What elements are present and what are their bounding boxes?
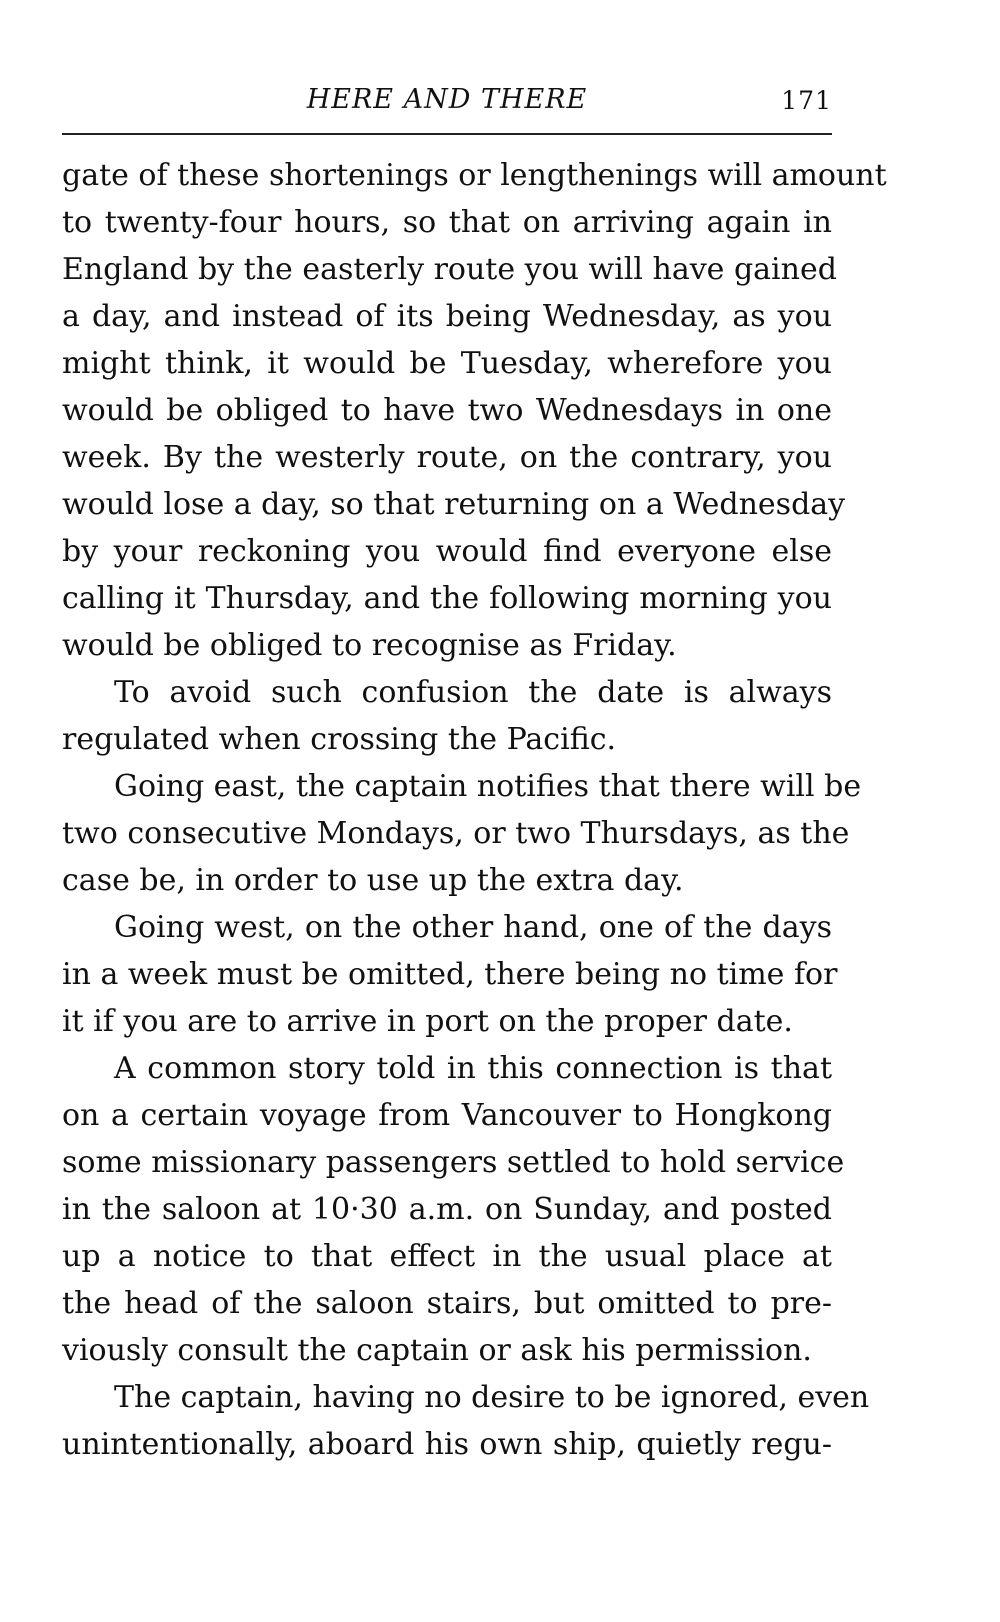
text-line: Going west, on the other hand, one of the days <box>114 910 832 945</box>
text-line: in a week must be omitted, there being no time for <box>62 957 838 992</box>
text-line: week. By the westerly route, on the contrary, you <box>62 440 832 475</box>
page-number: 171 <box>781 86 832 115</box>
text-line: the head of the saloon stairs, but omitted to pre- <box>62 1286 832 1321</box>
text-line: it if you are to arrive in port on the proper date. <box>62 1004 793 1039</box>
text-line: up a notice to that effect in the usual place at <box>62 1239 832 1274</box>
text-line: would lose a day, so that returning on a Wednesday <box>62 487 846 522</box>
text-line: Going east, the captain notifies that there will be <box>114 769 862 804</box>
text-line: The captain, having no desire to be ignored, even <box>114 1380 870 1415</box>
header-rule <box>62 133 832 135</box>
text-line: England by the easterly route you will have gained <box>62 252 837 287</box>
text-line: would be obliged to have two Wednesdays in one <box>62 393 832 428</box>
text-line: some missionary passengers settled to hold service <box>62 1145 845 1180</box>
running-head-title: HERE AND THERE <box>306 84 588 115</box>
text-line: regulated when crossing the Pacific. <box>62 722 617 757</box>
text-line: might think, it would be Tuesday, wherefore you <box>62 346 832 381</box>
body-text <box>62 152 887 1468</box>
text-line: case be, in order to use up the extra day. <box>62 863 684 898</box>
text-line: gate of these shortenings or lengthenings will amount <box>62 158 887 193</box>
text-line: on a certain voyage from Vancouver to Hongkong <box>62 1098 832 1133</box>
text-line: To avoid such confusion the date is always <box>114 675 832 710</box>
text-line: viously consult the captain or ask his permission. <box>62 1333 812 1368</box>
text-line: unintentionally, aboard his own ship, quietly regu- <box>62 1427 832 1462</box>
text-line: calling it Thursday, and the following morning you <box>62 581 832 616</box>
text-line: A common story told in this connection is that <box>114 1051 832 1086</box>
running-head <box>62 84 832 124</box>
text-line: a day, and instead of its being Wednesday, as you <box>62 299 832 334</box>
text-line: in the saloon at 10·30 a.m. on Sunday, and posted <box>62 1192 832 1227</box>
text-line: by your reckoning you would find everyone else <box>62 534 832 569</box>
text-line: would be obliged to recognise as Friday. <box>62 628 677 663</box>
text-line: to twenty-four hours, so that on arriving again in <box>62 205 832 240</box>
text-line: two consecutive Mondays, or two Thursdays, as the <box>62 816 850 851</box>
